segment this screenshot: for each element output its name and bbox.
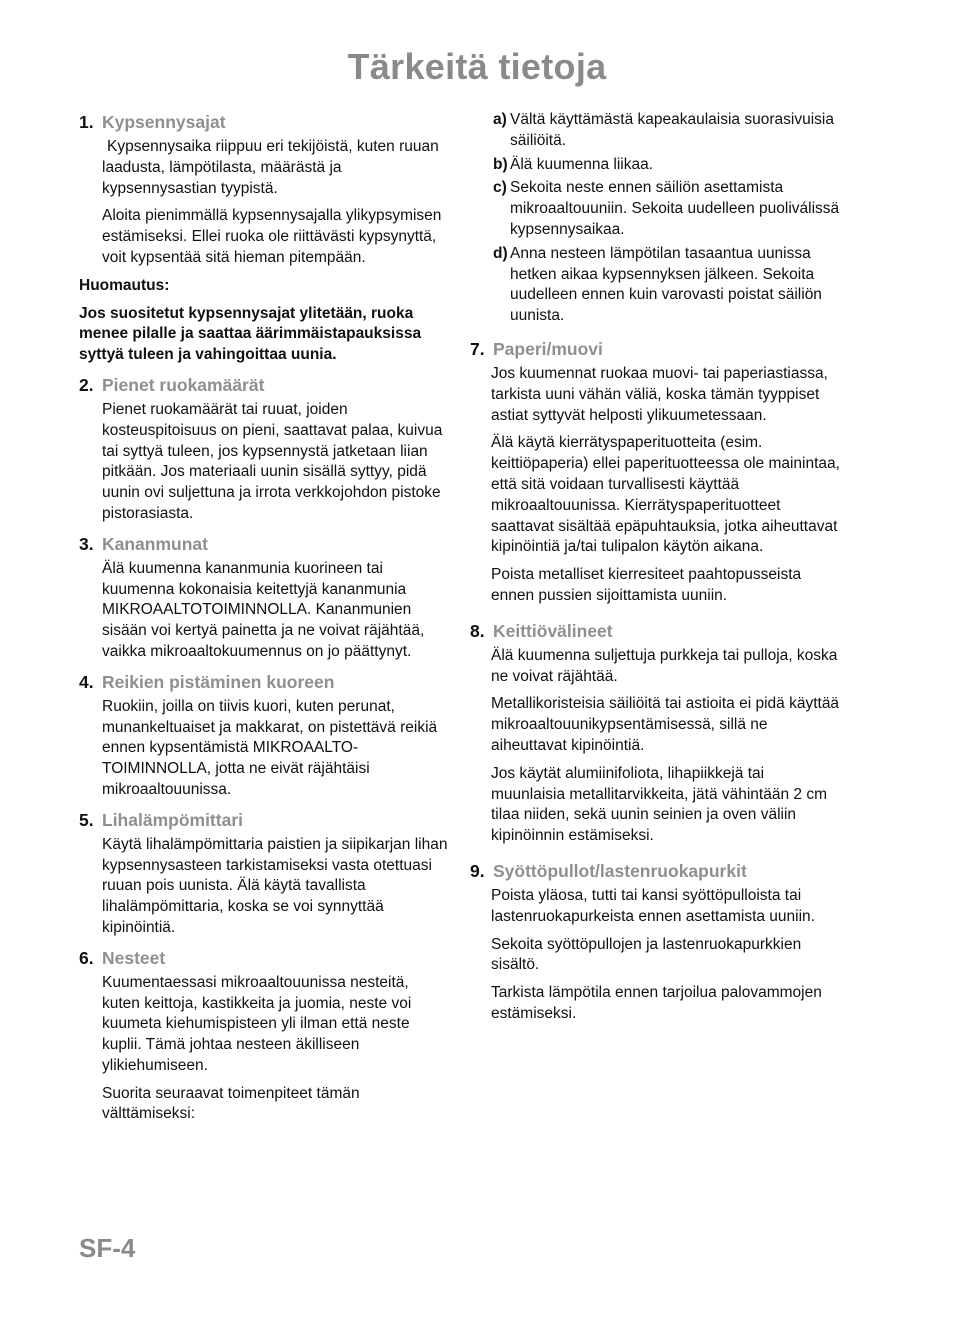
note-label: Huomautus: [79, 276, 170, 294]
section-heading [79, 110, 449, 134]
paragraph: Älä kuumenna kananmunia kuorineen tai kuumenna kokonaisia keitettyjä kananmunia MIKROAALTOTOIMINNOLLA. Kananmunien sisään voi kertyä painetta ja ne voivat räjähtää, vaikka mikroaaltokuumennus on jo päättynyt. [102, 559, 425, 660]
section-title: Kananmunat [102, 533, 208, 554]
section-number: 5. [79, 809, 94, 830]
section-number: 6. [79, 947, 94, 968]
section-number: 2. [79, 374, 94, 395]
page-title: Tärkeitä tietoja [347, 46, 607, 87]
section-utensils [470, 619, 842, 847]
paragraph: Poista metalliset kierresiteet paahtopusseista ennen pussien sijoittamista uuniin. [491, 566, 802, 604]
paragraph: Kypsennysaika riippuu eri tekijöistä, kuten ruuan laadusta, lämpötilasta, määrästä ja kypsennysastian tyypistä. [102, 138, 439, 197]
paragraph: Ruokiin, joilla on tiivis kuori, kuten perunat, munankeltuaiset ja makkarat, on pistettävä reikiä ennen kypsentämistä MIKROAALTO-TOIMINNOLLA, jotta ne eivät räjähtäisi mikroaaltouunissa. [102, 697, 438, 798]
list-item-label: c) [493, 179, 507, 197]
section-heading [470, 859, 842, 883]
paragraph: Älä käytä kierrätyspaperituotteita (esim. keittiöpaperia) ellei paperituotteessa ole mainintaa, että sitä voidaan turvallisesti käyttää mikroaaltouunissa. Kierrätyspaperituotteet saattavat sisältää epäpuhtauksia, jotka aiheuttavat kipinöintiä ja/tai tulipalon käytön aikana. [491, 434, 840, 556]
section-cooking-times [79, 110, 449, 366]
section-title: Syöttöpullot/lastenruokapurkit [493, 860, 747, 881]
note-text: Jos suositetut kypsennysajat ylitetään, ruoka menee pilalle ja saattaa äärimmäistapauksissa syttyä tuleen ja vahingoittaa uunia. [79, 304, 422, 364]
section-liquids [79, 946, 449, 1126]
section-piercing [79, 670, 449, 801]
paragraph: Käytä lihalämpömittaria paistien ja siipikarjan lihan kypsennysasteen tarkistamiseksi vasta otettuasi ruuan pois uunista. Älä käytä tavallista lihalämpömittaria, koska se voi synnyttää kipinöintiä. [102, 835, 448, 936]
section-title: Paperi/muovi [493, 338, 603, 359]
list-item [493, 244, 842, 327]
paragraph: Aloita pienimmällä kypsennysajalla ylikypsymisen estämiseksi. Ellei ruoka ole riittävästi kypsynyttä, voit kypsentää sitä hieman pitempään. [102, 207, 442, 266]
section-title: Keittiövälineet [493, 620, 613, 641]
section-meat-thermometer [79, 808, 449, 939]
list-item-text: Anna nesteen lämpötilan tasaantua uunissa hetken aikaa kypsennyksen jälkeen. Sekoita uudelleen ennen kuin varovasti poistat säiliön uunista. [510, 244, 822, 325]
list-item-label: a) [493, 111, 507, 128]
section-paper-plastic [470, 337, 842, 607]
list-item-text: Vältä käyttämästä kapeakaulaisia suorasivuisia säiliöitä. [510, 111, 834, 149]
section-title: Kypsennysajat [102, 112, 226, 132]
left-column [79, 110, 449, 1132]
paragraph: Älä kuumenna suljettuja purkkeja tai pulloja, koska ne voivat räjähtää. [491, 646, 838, 685]
section-heading [470, 337, 842, 361]
list-item [493, 155, 842, 176]
list-item-label: b) [493, 155, 508, 173]
section-title: Pienet ruokamäärät [102, 374, 265, 395]
right-column [470, 110, 842, 1032]
section-number: 8. [470, 620, 485, 641]
paragraph: Metallikoristeisia säiliöitä tai astioita ei pidä käyttää mikroaaltouunikypsentämisessä, sillä ne aiheuttavat kipinöintiä. [491, 695, 840, 754]
section-number: 1. [79, 112, 94, 132]
section-small-quantities [79, 373, 449, 525]
section-eggs [79, 532, 449, 663]
page-number: SF-4 [79, 1233, 136, 1263]
section-heading [79, 373, 449, 397]
section-heading [79, 670, 449, 694]
section-title: Nesteet [102, 947, 166, 968]
paragraph: Tarkista lämpötila ennen tarjoilua palovammojen estämiseksi. [491, 984, 822, 1022]
list-item-label: d) [493, 244, 508, 262]
list-item-text: Sekoita neste ennen säiliön asettamista mikroaaltouuniin. Sekoita uudelleen puoliválissä kypsennysaikaa. [510, 179, 840, 238]
section-title: Lihalämpömittari [102, 809, 243, 830]
section-baby-bottles [470, 859, 842, 1025]
paragraph: Suorita seuraavat toimenpiteet tämän välttämiseksi: [102, 1084, 360, 1123]
liquids-steps-list [470, 110, 842, 327]
list-item [493, 178, 842, 240]
section-heading [79, 946, 449, 970]
section-number: 7. [470, 338, 485, 359]
section-number: 4. [79, 671, 94, 692]
list-item [493, 110, 842, 152]
section-heading [470, 619, 842, 643]
section-number: 9. [470, 860, 485, 881]
paragraph: Jos käytät alumiinifoliota, lihapiikkejä tai muunlaisia metallitarvikkeita, jätä vähintään 2 cm tilaa niiden, sekä uunin seinien ja oven väliin kipinöinnin estämiseksi. [491, 764, 827, 845]
paragraph: Pienet ruokamäärät tai ruuat, joiden kosteuspitoisuus on pieni, saattavat palaa, kuivua tai syttyä tuleen, jos kypsennystä jatketaan liian pitkään. Jos materiaali uunin sisällä syttyy, pidä uunin ovi suljettuna ja irrota verkkojohdon pistoke pistorasiasta. [102, 400, 443, 522]
section-heading [79, 808, 449, 832]
section-title: Reikien pistäminen kuoreen [102, 671, 335, 692]
paragraph: Poista yläosa, tutti tai kansi syöttöpulloista tai lastenruokapurkeista ennen asettamista uuniin. [491, 886, 815, 925]
paragraph: Jos kuumennat ruokaa muovi- tai paperiastiassa, tarkista uuni vähän väliä, koska tämän tyyppiset astiat syttyvät helposti ylikuumetessaan. [491, 364, 828, 424]
paragraph: Sekoita syöttöpullojen ja lastenruokapurkkien sisältö. [491, 935, 802, 974]
paragraph: Kuumentaessasi mikroaaltouunissa nesteitä, kuten keittoja, kastikkeita ja juomia, neste voi kuumeta kiehumispisteen yli ilman että neste kuplii. Tämä johtaa nesteen äkilliseen ylikiehumiseen. [102, 973, 412, 1074]
section-number: 3. [79, 533, 94, 554]
list-item-text: Älä kuumenna liikaa. [510, 155, 654, 173]
section-heading [79, 532, 449, 556]
